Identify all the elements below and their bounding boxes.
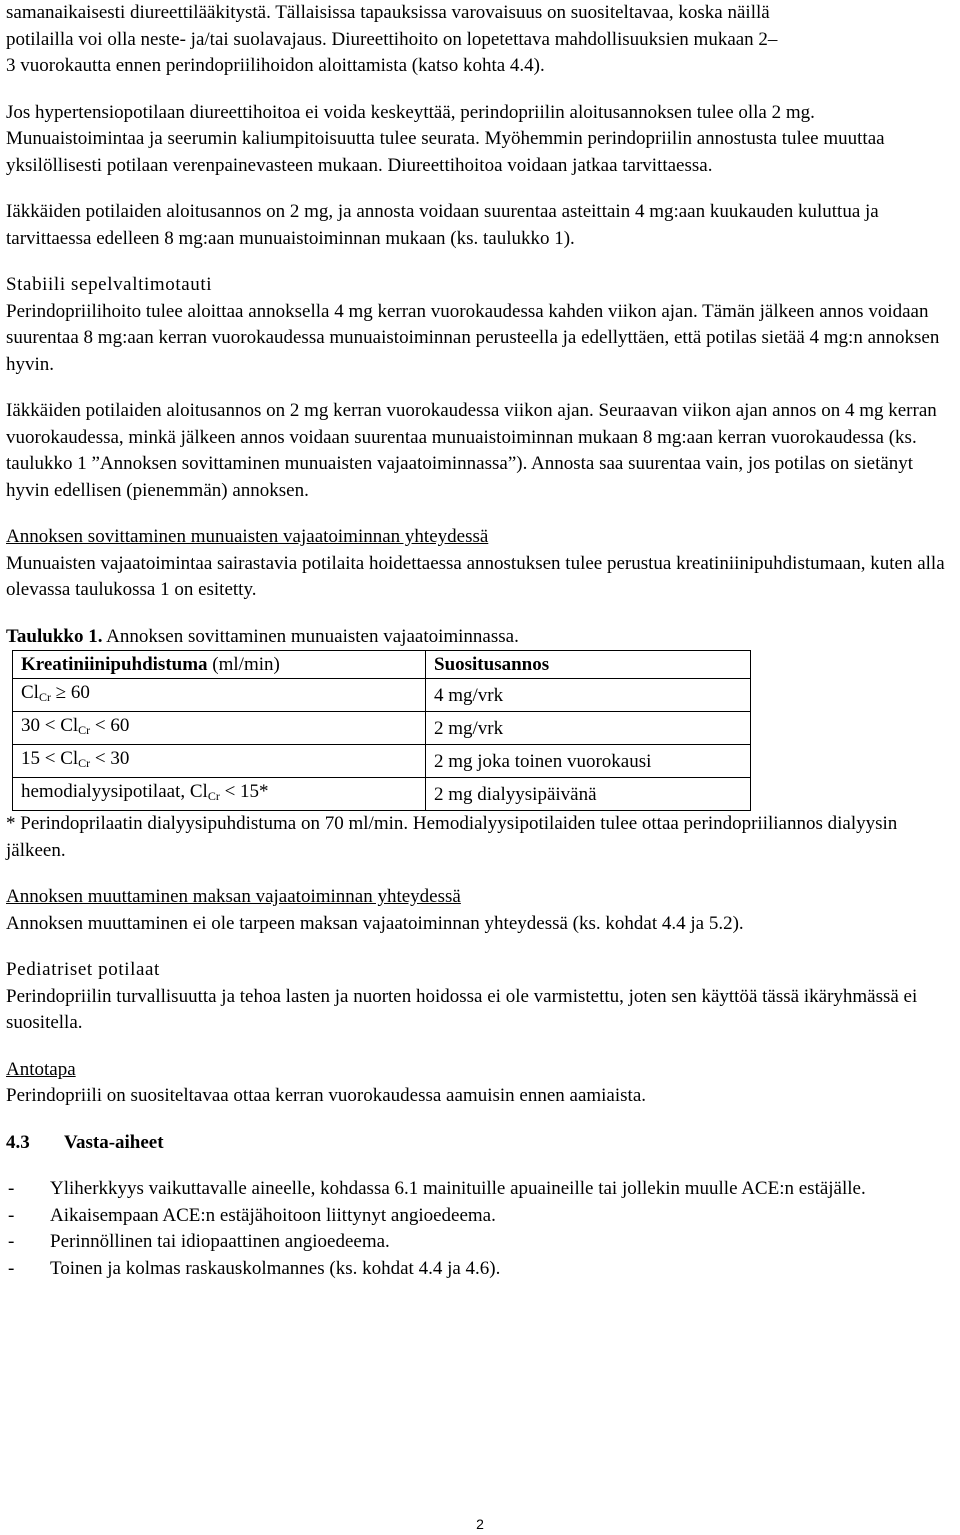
paragraph-renal-adjustment: Munuaisten vajaatoimintaa sairastavia potilaita hoidettaessa annostuksen tulee perustua kreatiniinipuhdistumaan, kuten alla olevassa taulukossa 1 on esitetty.	[6, 552, 945, 600]
dose-cell: 2 mg joka toinen vuorokausi	[426, 745, 751, 778]
dose-cell: 4 mg/vrk	[426, 679, 751, 712]
contraindications-list	[6, 1176, 954, 1282]
section-4-3-heading	[6, 1130, 954, 1157]
list-item: - Aikaisempaan ACE:n estäjähoitoon liittynyt angioedeema.	[8, 1204, 496, 1226]
table-caption-text: Annoksen sovittaminen munuaisten vajaatoiminnassa.	[102, 625, 519, 647]
dose-cell: 2 mg/vrk	[426, 712, 751, 745]
intro-line-1: samanaikaisesti diureettilääkitystä. Tällaisissa tapauksissa varovaisuus on suositeltavaa, koska näillä	[6, 2, 770, 23]
table-row: $30 < Cl_{Cr} < 60$ 2 mg/vrk	[13, 712, 751, 745]
list-item: - Perinnöllinen tai idiopaattinen angioedeema.	[8, 1231, 390, 1252]
paragraph-elderly-dosing: Iäkkäiden potilaiden aloitusannos on 2 mg, ja annosta voidaan suurentaa asteittain 4 mg:aan kuukauden kuluttua ja tarvittaessa edelleen 8 mg:aan munuaistoiminnan mukaan (ks. taulukko 1).	[6, 201, 879, 249]
header-creatinine-clearance: Kreatiniinipuhdistuma (ml/min)	[13, 651, 426, 679]
paragraph-hypertension: Jos hypertensiopotilaan diureettihoitoa ei voida keskeyttää, perindopriilin aloitusannoksen tulee olla 2 mg. Munuaistoimintaa ja seerumin kaliumpitoisuutta tulee seurata. Myöhemmin perindopriilin annostusta tulee muuttaa yksilöllisesti potilaan verenpainevasteen mukaan. Diureettihoitoa voidaan jatkaa tarvittaessa.	[6, 101, 885, 176]
header-recommended-dose: Suositusannos	[426, 651, 751, 679]
section-title: Vasta-aiheet	[64, 1131, 164, 1153]
dose-table	[12, 650, 751, 811]
document-page	[6, 0, 954, 1282]
paragraph-stable-elderly: Iäkkäiden potilaiden aloitusannos on 2 mg kerran vuorokaudessa viikon ajan. Seuraavan viikon ajan annos on 4 mg kerran vuorokaudessa, minkä jälkeen annos voidaan suurentaa munuaistoiminnan mukaan 8 mg:aan kerran vuorokaudessa (ks. taulukko 1 ”Annoksen sovittaminen munuaisten vajaatoiminnassa”). Annosta saa suurentaa vain, jos potilas on sietänyt hyvin edellisen (pienemmän) annoksen.	[6, 400, 937, 501]
paragraph-hepatic-adjustment: Annoksen muuttaminen ei ole tarpeen maksan vajaatoiminnan yhteydessä (ks. kohdat 4.4 ja 5.2).	[6, 912, 744, 934]
table-row: $Cl_{Cr} \ge 60$ 4 mg/vrk	[13, 679, 751, 712]
list-item: - Yliherkkyys vaikuttavalle aineelle, kohdassa 6.1 mainituille apuaineille tai jollekin muulle ACE:n estäjälle.	[8, 1178, 866, 1199]
table-footnote: * Perindoprilaatin dialyysipuhdistuma on 70 ml/min. Hemodialyysipotilaiden tulee ottaa perindopriiliannos dialyysin jälkeen.	[6, 813, 898, 861]
paragraph-stable-dosing: Perindopriilihoito tulee aloittaa annoksella 4 mg kerran vuorokaudessa kahden viikon ajan. Tämän jälkeen annos voidaan suurentaa 8 mg:aan kerran vuorokaudessa munuaistoiminnan perusteella ja edellyttäen, että potilas sietää 4 mg:n annoksen hyvin.	[6, 300, 940, 375]
page-number: 2	[476, 1516, 484, 1532]
table-row: $15 < Cl_{Cr} < 30$ 2 mg joka toinen vuorokausi	[13, 745, 751, 778]
heading-renal-adjustment: Annoksen sovittaminen munuaisten vajaatoiminnan yhteydessä	[6, 526, 489, 547]
heading-hepatic-adjustment: Annoksen muuttaminen maksan vajaatoiminnan yhteydessä	[6, 886, 461, 907]
heading-stable-coronary-disease: Stabiili sepelvaltimotauti	[6, 274, 213, 295]
table-header-row	[13, 651, 751, 679]
intro-line-2: potilailla voi olla neste- ja/tai suolavajaus. Diureettihoito on lopetettava mahdollisuuksien mukaan 2–	[6, 28, 778, 50]
table-row: hemodialyysipotilaat, $Cl_{Cr} < 15*$ 2 mg dialyysipäivänä	[13, 778, 751, 811]
intro-line-3: 3 vuorokautta ennen perindopriilihoidon aloittamista (katso kohta 4.4).	[6, 55, 545, 76]
paragraph-administration: Perindopriili on suositeltavaa ottaa kerran vuorokaudessa aamuisin ennen aamiaista.	[6, 1085, 646, 1106]
section-number: 4.3	[6, 1131, 30, 1153]
heading-administration: Antotapa	[6, 1058, 76, 1080]
paragraph-pediatric: Perindopriilin turvallisuutta ja tehoa lasten ja nuorten hoidossa ei ole varmistettu, joten sen käyttöä tässä ikäryhmässä ei suositella.	[6, 985, 918, 1033]
dose-cell: 2 mg dialyysipäivänä	[426, 778, 751, 811]
heading-pediatric: Pediatriset potilaat	[6, 959, 160, 980]
table-caption-label: Taulukko 1.	[6, 625, 103, 647]
table-caption	[6, 624, 954, 651]
list-item: - Toinen ja kolmas raskauskolmannes (ks. kohdat 4.4 ja 4.6).	[8, 1257, 501, 1279]
